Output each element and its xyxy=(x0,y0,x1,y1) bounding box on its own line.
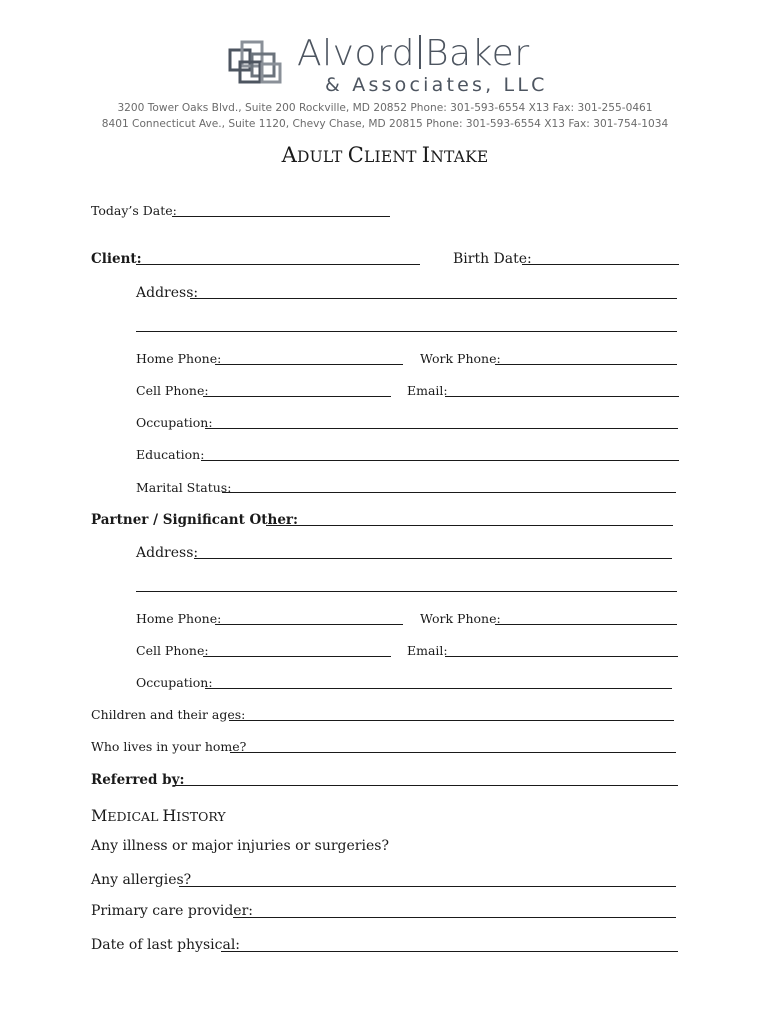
address-field-1[interactable] xyxy=(190,298,677,299)
referred-by-label: Referred by: xyxy=(91,772,185,788)
partner-occupation-label: Occupation: xyxy=(136,675,213,690)
work-phone-field[interactable] xyxy=(495,364,677,365)
cell-phone-label: Cell Phone: xyxy=(136,383,209,398)
home-phone-field[interactable] xyxy=(215,364,403,365)
email-label: Email: xyxy=(407,383,448,398)
partner-home-phone-field[interactable] xyxy=(215,624,403,625)
occupation-field[interactable] xyxy=(205,428,678,429)
occupation-label: Occupation: xyxy=(136,415,213,430)
primary-care-field[interactable] xyxy=(233,917,676,918)
who-lives-label: Who lives in your home? xyxy=(91,739,247,754)
home-phone-label: Home Phone: xyxy=(136,351,222,366)
address-field-2[interactable] xyxy=(136,331,677,332)
logo-subtitle: & Associates, LLC xyxy=(325,74,548,96)
marital-status-label: Marital Status: xyxy=(136,480,232,495)
client-label: Client: xyxy=(91,251,142,267)
partner-address-field-1[interactable] xyxy=(194,558,672,559)
partner-work-phone-label: Work Phone: xyxy=(420,611,501,626)
form-title: ADULT CLIENT INTAKE xyxy=(281,143,489,167)
allergies-label: Any allergies? xyxy=(91,872,192,888)
logo-icon xyxy=(228,40,284,86)
marital-status-field[interactable] xyxy=(222,492,676,493)
children-field[interactable] xyxy=(229,720,674,721)
last-physical-label: Date of last physical: xyxy=(91,937,241,953)
partner-address-label: Address: xyxy=(136,545,199,561)
education-label: Education: xyxy=(136,447,205,462)
address-label: Address: xyxy=(136,285,199,301)
todays-date-field[interactable] xyxy=(172,216,390,217)
partner-field[interactable] xyxy=(266,525,673,526)
office-address-1: 3200 Tower Oaks Blvd., Suite 200 Rockville, MD 20852 Phone: 301-593-6554 X13 Fax: 301-255-0461 xyxy=(117,102,653,114)
birth-date-label: Birth Date: xyxy=(453,251,532,267)
last-physical-field[interactable] xyxy=(221,951,678,952)
partner-cell-phone-label: Cell Phone: xyxy=(136,643,209,658)
allergies-field[interactable] xyxy=(179,886,676,887)
medical-history-title: MEDICAL HISTORY xyxy=(91,806,226,825)
logo-wordmark: Alvord Baker xyxy=(297,33,530,74)
partner-occupation-field[interactable] xyxy=(205,688,672,689)
todays-date-label: Today’s Date: xyxy=(91,203,177,218)
partner-home-phone-label: Home Phone: xyxy=(136,611,222,626)
children-label: Children and their ages: xyxy=(91,707,246,722)
partner-email-label: Email: xyxy=(407,643,448,658)
partner-email-field[interactable] xyxy=(445,656,678,657)
education-field[interactable] xyxy=(201,460,679,461)
illness-question: Any illness or major injuries or surgeries? xyxy=(91,838,389,854)
partner-work-phone-field[interactable] xyxy=(495,624,677,625)
work-phone-label: Work Phone: xyxy=(420,351,501,366)
client-field[interactable] xyxy=(136,264,420,265)
email-field[interactable] xyxy=(445,396,679,397)
partner-address-field-2[interactable] xyxy=(136,591,677,592)
primary-care-label: Primary care provider: xyxy=(91,903,254,919)
referred-by-field[interactable] xyxy=(173,785,678,786)
office-address-2: 8401 Connecticut Ave., Suite 1120, Chevy Chase, MD 20815 Phone: 301-593-6554 X13 Fax: 301-754-1034 xyxy=(101,118,669,130)
cell-phone-field[interactable] xyxy=(203,396,391,397)
partner-label: Partner / Significant Other: xyxy=(91,512,299,528)
birth-date-field[interactable] xyxy=(522,264,679,265)
partner-cell-phone-field[interactable] xyxy=(203,656,391,657)
who-lives-field[interactable] xyxy=(230,752,676,753)
